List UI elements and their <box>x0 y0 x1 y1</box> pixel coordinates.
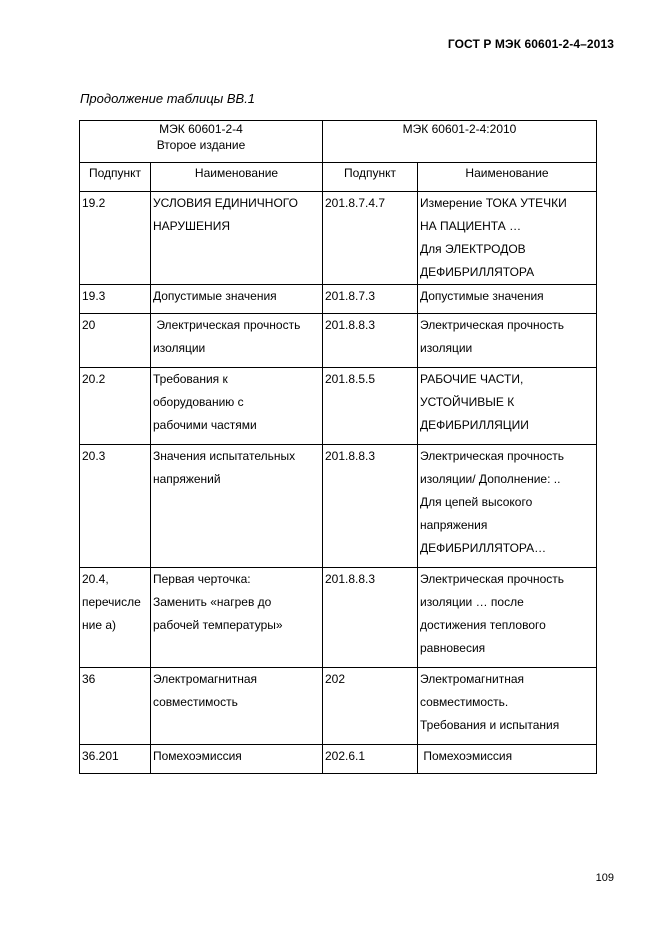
right-group-title: МЭК 60601-2-4:2010 <box>402 122 517 136</box>
cell-text-line: напряжения <box>420 518 488 532</box>
table-cell <box>323 568 418 668</box>
cell-text-line: НАРУШЕНИЯ <box>153 219 230 233</box>
table-cell <box>80 314 151 368</box>
table-cell <box>323 368 418 445</box>
column-header: Подпункт <box>323 163 418 192</box>
cell-text-line: 201.8.8.3 <box>325 318 376 332</box>
table-row <box>80 285 597 314</box>
table-column-header-row <box>80 163 597 192</box>
table-cell <box>151 192 323 285</box>
table-cell <box>323 192 418 285</box>
table-cell <box>323 668 418 745</box>
cell-text-line: совместимость <box>153 695 238 709</box>
cell-text-line: изоляции <box>153 341 206 355</box>
table-cell <box>80 192 151 285</box>
table-row <box>80 668 597 745</box>
cell-text-line: Допустимые значения <box>153 289 277 303</box>
table-cell <box>323 745 418 774</box>
cell-text-line: Электрическая прочность <box>420 572 564 586</box>
table-body <box>80 192 597 774</box>
page-number: 109 <box>595 872 614 884</box>
cell-text-line: УСТОЙЧИВЫЕ К <box>420 395 515 409</box>
cell-text-line: рабочей температуры» <box>153 618 283 632</box>
cell-text-line: оборудованию с <box>153 395 244 409</box>
table-cell <box>151 368 323 445</box>
table-row <box>80 445 597 568</box>
cell-text-line: Электромагнитная <box>420 672 525 686</box>
table-cell <box>418 285 597 314</box>
column-header: Наименование <box>151 163 323 192</box>
cell-text-line: 20 <box>82 318 96 332</box>
table-cell <box>80 445 151 568</box>
cell-text-line: Электрическая прочность <box>420 318 564 332</box>
cell-text-line: изоляции … после <box>420 595 524 609</box>
cell-text-line: Помехоэмиссия <box>153 749 242 763</box>
cell-text-line: Электромагнитная <box>153 672 258 686</box>
table-cell <box>151 285 323 314</box>
table-cell <box>151 314 323 368</box>
table-caption: Продолжение таблицы ВВ.1 <box>80 91 256 106</box>
cell-text-line: рабочими частями <box>153 418 257 432</box>
table-cell <box>418 745 597 774</box>
cell-text-line: ДЕФИБРИЛЛЯЦИИ <box>420 418 529 432</box>
cell-text-line: РАБОЧИЕ ЧАСТИ, <box>420 372 524 386</box>
table-cell <box>80 745 151 774</box>
cell-text-line: ние а) <box>82 618 117 632</box>
cell-text-line: 202 <box>325 672 346 686</box>
cell-text-line: 19.2 <box>82 196 106 210</box>
cell-text-line: Требования к <box>153 372 228 386</box>
table-cell <box>80 568 151 668</box>
cell-text-line: Первая черточка: <box>153 572 251 586</box>
table-cell <box>323 314 418 368</box>
cell-text-line: 20.4, <box>82 572 109 586</box>
cell-text-line: Измерение ТОКА УТЕЧКИ <box>420 196 567 210</box>
table-cell <box>151 568 323 668</box>
table-cell <box>323 285 418 314</box>
table-row <box>80 568 597 668</box>
cell-text-line: 201.8.8.3 <box>325 572 376 586</box>
cell-text-line: ДЕФИБРИЛЛЯТОРА… <box>420 541 547 555</box>
document-standard-header: ГОСТ Р МЭК 60601-2-4–2013 <box>447 37 614 51</box>
cell-text-line: УСЛОВИЯ ЕДИНИЧНОГО <box>153 196 298 210</box>
table-cell <box>80 368 151 445</box>
cell-text-line: 201.8.7.3 <box>325 289 376 303</box>
table-row <box>80 368 597 445</box>
table-cell <box>418 445 597 568</box>
cell-text-line: Значения испытательных <box>153 449 296 463</box>
cell-text-line: перечисле <box>82 595 141 609</box>
table-row <box>80 314 597 368</box>
cell-text-line: 36 <box>82 672 96 686</box>
cell-text-line: 201.8.5.5 <box>325 372 376 386</box>
table-cell <box>80 285 151 314</box>
cell-text-line: 36.201 <box>82 749 119 763</box>
cell-text-line: изоляции <box>420 341 473 355</box>
table-row <box>80 745 597 774</box>
cell-text-line: 202.6.1 <box>325 749 366 763</box>
left-group-subtitle: Второе издание <box>156 138 246 152</box>
cell-text-line: Требования и испытания <box>420 718 560 732</box>
cell-text-line: Допустимые значения <box>420 289 544 303</box>
table-group-header-row <box>80 121 597 163</box>
table-cell <box>418 668 597 745</box>
cell-text-line: напряжений <box>153 472 221 486</box>
column-header: Подпункт <box>80 163 151 192</box>
table-cell <box>418 192 597 285</box>
cell-text-line: Электрическая прочность <box>153 318 301 332</box>
cell-text-line: 201.8.7.4.7 <box>325 196 386 210</box>
cell-text-line: равновесия <box>420 641 486 655</box>
cell-text-line: 20.3 <box>82 449 106 463</box>
left-group-title: МЭК 60601-2-4 <box>159 122 243 136</box>
cell-text-line: 201.8.8.3 <box>325 449 376 463</box>
table-cell <box>80 668 151 745</box>
cell-text-line: Помехоэмиссия <box>420 749 513 763</box>
table-cell <box>151 668 323 745</box>
table-cell <box>151 745 323 774</box>
cell-text-line: изоляции/ Дополнение: .. <box>420 472 561 486</box>
left-group-header-cell <box>80 121 323 163</box>
table-cell <box>323 445 418 568</box>
cell-text-line: Заменить «нагрев до <box>153 595 272 609</box>
table-cell <box>418 314 597 368</box>
cell-text-line: Электрическая прочность <box>420 449 564 463</box>
column-header: Наименование <box>418 163 597 192</box>
table-cell <box>151 445 323 568</box>
cell-text-line: НА ПАЦИЕНТА … <box>420 219 522 233</box>
cell-text-line: 20.2 <box>82 372 106 386</box>
table-row <box>80 192 597 285</box>
cell-text-line: 19.3 <box>82 289 106 303</box>
correspondence-table <box>79 120 597 774</box>
cell-text-line: достижения теплового <box>420 618 546 632</box>
right-group-header-cell <box>323 121 597 163</box>
table-cell <box>418 568 597 668</box>
table-cell <box>418 368 597 445</box>
cell-text-line: Для ЭЛЕКТРОДОВ <box>420 242 526 256</box>
cell-text-line: ДЕФИБРИЛЛЯТОРА <box>420 265 535 279</box>
cell-text-line: Для цепей высокого <box>420 495 533 509</box>
cell-text-line: совместимость. <box>420 695 509 709</box>
